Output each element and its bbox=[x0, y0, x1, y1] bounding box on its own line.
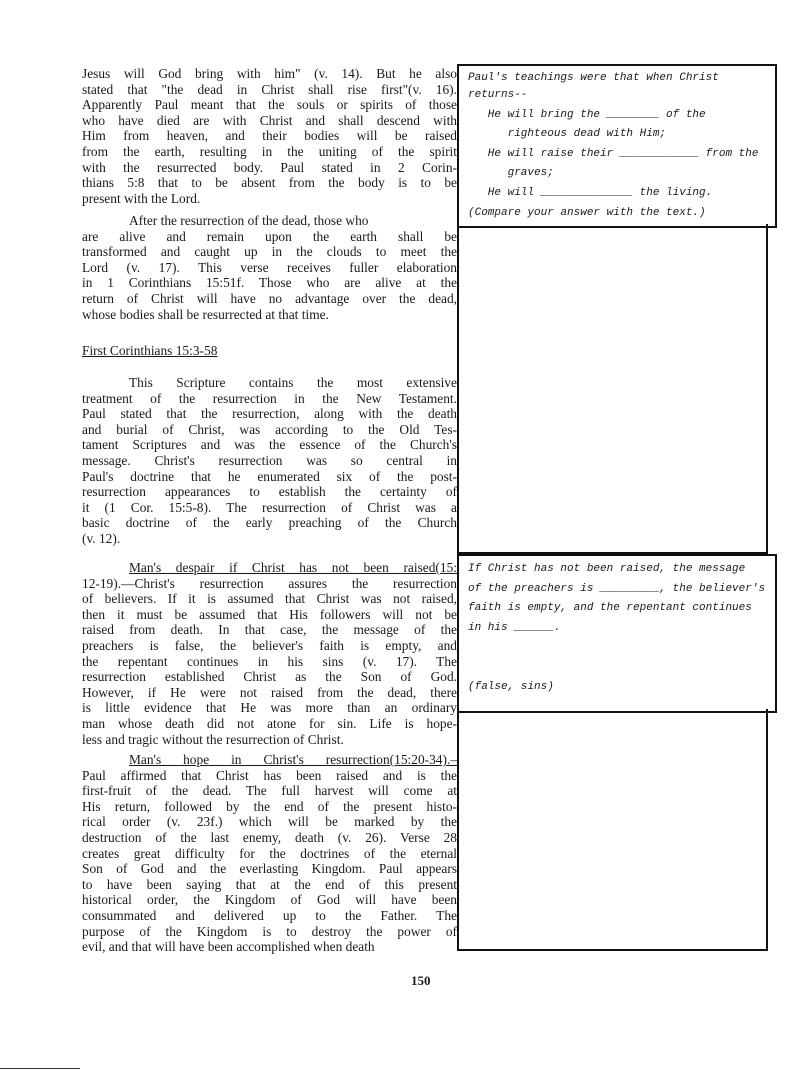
text-line: from the earth, resulting in the uniting of the spirit bbox=[82, 143, 457, 159]
paragraph bbox=[82, 375, 457, 547]
text-line: Son of God and the everlasting Kingdom. Paul appears bbox=[82, 861, 457, 877]
question-frame-not-raised bbox=[457, 554, 777, 713]
page-number: 150 bbox=[411, 973, 431, 988]
text-line: Lord (v. 17). This verse receives fuller elaboration bbox=[82, 259, 457, 275]
text-line: thians 5:8 that to be absent from the body is to be bbox=[82, 175, 457, 191]
prompt-line: returns-- bbox=[468, 89, 528, 101]
text-line: present with the Lord. bbox=[82, 190, 201, 206]
text-line: then it must be assumed that His followers will not be bbox=[82, 606, 457, 622]
paragraph bbox=[82, 560, 457, 747]
prompt-line: He will bring the ________ of the bbox=[468, 108, 706, 121]
paragraph bbox=[82, 66, 457, 206]
text-line: transformed and caught up in the clouds to meet the bbox=[82, 244, 457, 260]
text-line: Man's despair if Christ has not been raised(15: bbox=[129, 560, 457, 575]
prompt-line: graves; bbox=[468, 167, 554, 180]
prompt-line: If Christ has not been raised, the message bbox=[468, 563, 746, 575]
text-line: and burial of Christ, was according to the Old Tes- bbox=[82, 421, 457, 437]
text-line: However, if He were not raised from the dead, there bbox=[82, 684, 457, 700]
prompt-line: He will raise their ____________ from the bbox=[468, 147, 759, 160]
prompt-line: (false, sins) bbox=[468, 680, 554, 693]
text-line: preachers is false, the believer's faith is empty, and bbox=[82, 637, 457, 653]
scan-edge-line bbox=[0, 1068, 80, 1069]
text-line: resurrection appearances to establish the certainty of bbox=[82, 484, 457, 500]
paragraph bbox=[82, 213, 457, 322]
text-line: resurrection established Christ as the Son of God. bbox=[82, 669, 457, 685]
text-line: with the resurrected body. Paul stated in 2 Corin- bbox=[82, 159, 457, 175]
text-line: creates great difficulty for the doctrines of the eternal bbox=[82, 845, 457, 861]
text-line: in 1 Corinthians 15:51f. Those who are alive at the bbox=[82, 275, 457, 291]
text-line: return of Christ will have no advantage over the dead, bbox=[82, 290, 457, 306]
text-line: Man's hope in Christ's resurrection(15:20-34).– bbox=[129, 752, 457, 767]
text-line: whose bodies shall be resurrected at that time. bbox=[82, 306, 329, 322]
text-line: to have been saying that at the end of this present bbox=[82, 876, 457, 892]
blank-frame bbox=[457, 709, 768, 951]
text-line: treatment of the resurrection in the New Testament. bbox=[82, 390, 457, 406]
text-line: less and tragic without the resurrection of Christ. bbox=[82, 731, 344, 747]
text-line: is little evidence that He was more than an ordinary bbox=[82, 700, 457, 716]
text-line: destruction of the last enemy, death (v. 26). Verse 28 bbox=[82, 829, 457, 845]
prompt-line: in his ______. bbox=[468, 621, 561, 634]
text-line: purpose of the Kingdom is to destroy the power of bbox=[82, 923, 457, 939]
paragraph bbox=[82, 752, 457, 955]
text-line: basic doctrine of the early preaching of the Church bbox=[82, 515, 457, 531]
text-line: Paul stated that the resurrection, along with the death bbox=[82, 406, 457, 422]
text-line: Jesus will God bring with him" (v. 14). But he also bbox=[82, 66, 457, 81]
text-line: evil, and that will have been accomplished when death bbox=[82, 939, 375, 955]
text-line: His return, followed by the end of the present histo- bbox=[82, 798, 457, 814]
prompt-line bbox=[468, 658, 775, 678]
text-line: the repentant continues in his sins (v. 17). The bbox=[82, 653, 457, 669]
prompt-line: faith is empty, and the repentant continues bbox=[468, 602, 752, 615]
text-line: message. Christ's resurrection was so central in bbox=[82, 452, 457, 468]
prompt-line bbox=[468, 638, 775, 658]
text-line: rical order (v. 23f.) which will be marked by the bbox=[82, 814, 457, 830]
text-line: After the resurrection of the dead, those who bbox=[129, 213, 369, 228]
prompt-line: of the preachers is _________, the believer's bbox=[468, 582, 766, 595]
question-frame-resurrection bbox=[457, 64, 777, 228]
text-line: Apparently Paul meant that the souls or spirits of those bbox=[82, 97, 457, 113]
blank-frame bbox=[457, 224, 768, 554]
text-line: Him from heaven, and their bodies will be raised bbox=[82, 128, 457, 144]
text-line: consummated and delivered up to the Father. The bbox=[82, 907, 457, 923]
text-line: raised from death. In that case, the message of the bbox=[82, 622, 457, 638]
text-line: tament Scriptures and was the essence of the Church's bbox=[82, 437, 457, 453]
prompt-line: righteous dead with Him; bbox=[468, 128, 667, 141]
text-line: of believers. If it is assumed that Christ was not raised, bbox=[82, 591, 457, 607]
text-line: historical order, the Kingdom of God will have been bbox=[82, 892, 457, 908]
text-line: This Scripture contains the most extensive bbox=[129, 375, 457, 390]
text-line: first-fruit of the dead. The full harvest will come at bbox=[82, 783, 457, 799]
section-heading: First Corinthians 15:3-58 bbox=[82, 343, 218, 358]
text-line: man whose death did not atone for sin. Life is hope- bbox=[82, 715, 457, 731]
prompt-line: (Compare your answer with the text.) bbox=[468, 206, 706, 219]
text-line: are alive and remain upon the earth shall be bbox=[82, 228, 457, 244]
prompt-line: He will ______________ the living. bbox=[468, 186, 713, 199]
text-line: who have died are with Christ and shall descend with bbox=[82, 112, 457, 128]
text-line: it (1 Cor. 15:5-8). The resurrection of Christ was a bbox=[82, 499, 457, 515]
text-line: stated that "the dead in Christ shall rise first"(v. 16). bbox=[82, 81, 457, 97]
text-line: Paul's doctrine that he enumerated six of the post- bbox=[82, 468, 457, 484]
text-line: (v. 12). bbox=[82, 530, 121, 546]
prompt-line: Paul's teachings were that when Christ bbox=[468, 72, 719, 84]
text-line: 12-19).—Christ's resurrection assures the resurrection bbox=[82, 575, 457, 591]
text-line: Paul affirmed that Christ has been raised and is the bbox=[82, 767, 457, 783]
